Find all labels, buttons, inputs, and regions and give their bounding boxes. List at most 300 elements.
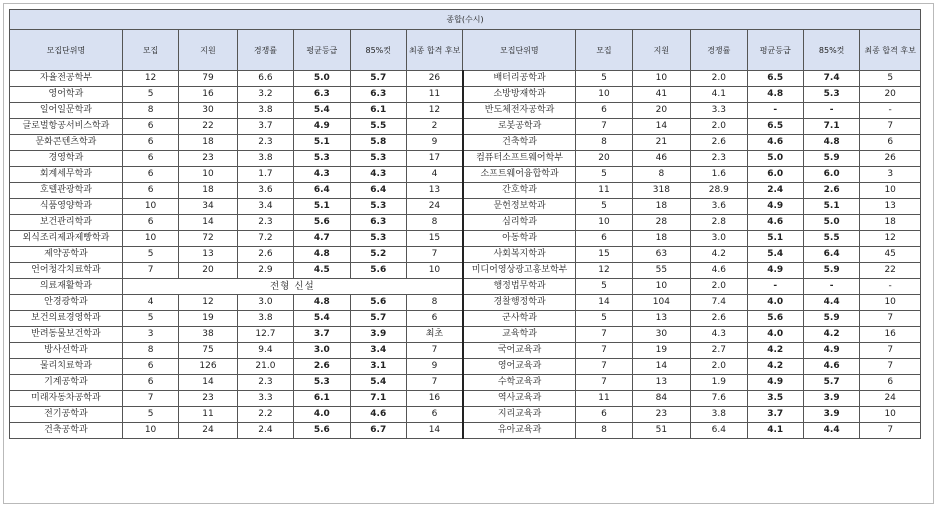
quota-cell: 8	[576, 135, 632, 151]
admission-table	[9, 9, 921, 439]
final-candidates-cell: 7	[860, 359, 921, 375]
quota-cell: 6	[122, 183, 178, 199]
table-row	[10, 231, 921, 247]
ratio-cell: 4.1	[691, 87, 747, 103]
ratio-cell: 3.2	[237, 87, 293, 103]
quota-cell: 8	[122, 103, 178, 119]
unit-name-cell: 교육학과	[463, 327, 576, 343]
final-candidates-cell: 7	[860, 423, 921, 439]
ratio-cell: 3.4	[237, 199, 293, 215]
ratio-cell: 2.7	[691, 343, 747, 359]
cut-85-cell: 4.8	[803, 135, 859, 151]
avg-grade-cell: 4.0	[747, 327, 803, 343]
cut-85-cell: 5.4	[350, 375, 406, 391]
ratio-cell: 4.2	[691, 247, 747, 263]
applicants-cell: 22	[179, 119, 237, 135]
table-row	[10, 135, 921, 151]
applicants-cell: 84	[632, 391, 690, 407]
unit-name-cell: 언어청각치료학과	[10, 263, 123, 279]
ratio-cell: 3.6	[237, 183, 293, 199]
quota-cell: 6	[576, 231, 632, 247]
avg-grade-cell: 3.5	[747, 391, 803, 407]
quota-cell: 10	[122, 423, 178, 439]
final-candidates-cell: 7	[406, 343, 462, 359]
header-85-cut: 85%컷	[803, 30, 859, 71]
cut-85-cell: 3.9	[803, 391, 859, 407]
unit-name-cell: 제약공학과	[10, 247, 123, 263]
avg-grade-cell: 5.6	[294, 423, 350, 439]
cut-85-cell: 6.4	[350, 183, 406, 199]
avg-grade-cell: 4.0	[747, 295, 803, 311]
avg-grade-cell: 4.9	[747, 199, 803, 215]
cut-85-cell: 5.2	[350, 247, 406, 263]
table-row	[10, 407, 921, 423]
ratio-cell: 2.6	[691, 135, 747, 151]
ratio-cell: 1.9	[691, 375, 747, 391]
avg-grade-cell: 6.5	[747, 119, 803, 135]
unit-name-cell: 자율전공학부	[10, 71, 123, 87]
quota-cell: 7	[576, 375, 632, 391]
ratio-cell: 3.8	[237, 103, 293, 119]
cut-85-cell: 2.6	[803, 183, 859, 199]
final-candidates-cell: 18	[860, 215, 921, 231]
applicants-cell: 13	[632, 311, 690, 327]
unit-name-cell: 로봇공학과	[463, 119, 576, 135]
cut-85-cell: 5.7	[350, 311, 406, 327]
avg-grade-cell: 5.4	[747, 247, 803, 263]
quota-cell: 8	[576, 423, 632, 439]
applicants-cell: 72	[179, 231, 237, 247]
table-row	[10, 343, 921, 359]
cut-85-cell: -	[803, 279, 859, 295]
avg-grade-cell: -	[747, 279, 803, 295]
cut-85-cell: 3.9	[350, 327, 406, 343]
applicants-cell: 38	[179, 327, 237, 343]
avg-grade-cell: 4.9	[294, 119, 350, 135]
applicants-cell: 14	[632, 119, 690, 135]
final-candidates-cell: 24	[860, 391, 921, 407]
table-row	[10, 167, 921, 183]
unit-name-cell: 건축학과	[463, 135, 576, 151]
ratio-cell: 6.6	[237, 71, 293, 87]
quota-cell: 20	[576, 151, 632, 167]
cut-85-cell: 5.7	[803, 375, 859, 391]
unit-name-cell: 보건의료경영학과	[10, 311, 123, 327]
table-row	[10, 215, 921, 231]
avg-grade-cell: 4.8	[747, 87, 803, 103]
final-candidates-cell: 14	[406, 423, 462, 439]
final-candidates-cell: 22	[860, 263, 921, 279]
cut-85-cell: 5.5	[350, 119, 406, 135]
cut-85-cell: 6.3	[350, 215, 406, 231]
header-quota: 모집	[576, 30, 632, 71]
header-quota: 모집	[122, 30, 178, 71]
applicants-cell: 46	[632, 151, 690, 167]
quota-cell: 7	[576, 343, 632, 359]
final-candidates-cell: 10	[860, 183, 921, 199]
final-candidates-cell: 24	[406, 199, 462, 215]
ratio-cell: 2.3	[691, 151, 747, 167]
ratio-cell: 2.0	[691, 71, 747, 87]
avg-grade-cell: 5.0	[747, 151, 803, 167]
header-applicants: 지원	[179, 30, 237, 71]
ratio-cell: 28.9	[691, 183, 747, 199]
unit-name-cell: 안경광학과	[10, 295, 123, 311]
cut-85-cell: 7.1	[803, 119, 859, 135]
final-candidates-cell: 26	[860, 151, 921, 167]
applicants-cell: 79	[179, 71, 237, 87]
quota-cell: 11	[576, 391, 632, 407]
avg-grade-cell: 3.7	[294, 327, 350, 343]
unit-name-cell: 미디어영상광고홍보학부	[463, 263, 576, 279]
avg-grade-cell: 2.6	[294, 359, 350, 375]
avg-grade-cell: 2.4	[747, 183, 803, 199]
final-candidates-cell: 4	[406, 167, 462, 183]
final-candidates-cell: 8	[406, 295, 462, 311]
applicants-cell: 18	[179, 183, 237, 199]
cut-85-cell: 5.6	[350, 295, 406, 311]
applicants-cell: 18	[632, 199, 690, 215]
cut-85-cell: 7.4	[803, 71, 859, 87]
avg-grade-cell: 3.7	[747, 407, 803, 423]
final-candidates-cell: 9	[406, 359, 462, 375]
avg-grade-cell: 5.4	[294, 103, 350, 119]
quota-cell: 10	[122, 231, 178, 247]
cut-85-cell: 4.2	[803, 327, 859, 343]
avg-grade-cell: 6.4	[294, 183, 350, 199]
final-candidates-cell: 최초	[406, 327, 462, 343]
avg-grade-cell: 4.0	[294, 407, 350, 423]
final-candidates-cell: 10	[860, 295, 921, 311]
final-candidates-cell: 5	[860, 71, 921, 87]
ratio-cell: 2.3	[237, 135, 293, 151]
final-candidates-cell: 26	[406, 71, 462, 87]
ratio-cell: 7.6	[691, 391, 747, 407]
quota-cell: 11	[576, 183, 632, 199]
applicants-cell: 8	[632, 167, 690, 183]
quota-cell: 6	[122, 359, 178, 375]
final-candidates-cell: 7	[406, 375, 462, 391]
final-candidates-cell: -	[860, 279, 921, 295]
ratio-cell: 1.6	[691, 167, 747, 183]
quota-cell: 5	[576, 71, 632, 87]
cut-85-cell: 3.4	[350, 343, 406, 359]
cut-85-cell: 5.3	[350, 199, 406, 215]
unit-name-cell: 수학교육과	[463, 375, 576, 391]
avg-grade-cell: 4.7	[294, 231, 350, 247]
final-candidates-cell: 16	[860, 327, 921, 343]
cut-85-cell: 5.9	[803, 263, 859, 279]
final-candidates-cell: 13	[406, 183, 462, 199]
quota-cell: 8	[122, 343, 178, 359]
quota-cell: 7	[576, 359, 632, 375]
avg-grade-cell: 4.2	[747, 343, 803, 359]
quota-cell: 3	[122, 327, 178, 343]
final-candidates-cell: 7	[406, 247, 462, 263]
table-row	[10, 311, 921, 327]
cut-85-cell: 4.3	[350, 167, 406, 183]
final-candidates-cell: 16	[406, 391, 462, 407]
cut-85-cell: 5.5	[803, 231, 859, 247]
final-candidates-cell: 7	[860, 311, 921, 327]
ratio-cell: 4.6	[691, 263, 747, 279]
quota-cell: 7	[576, 327, 632, 343]
unit-name-cell: 영어교육과	[463, 359, 576, 375]
avg-grade-cell: 5.1	[747, 231, 803, 247]
ratio-cell: 9.4	[237, 343, 293, 359]
unit-name-cell: 컴퓨터소프트웨어학부	[463, 151, 576, 167]
table-row	[10, 103, 921, 119]
ratio-cell: 3.0	[691, 231, 747, 247]
table-row	[10, 247, 921, 263]
cut-85-cell: 5.9	[803, 311, 859, 327]
quota-cell: 6	[122, 119, 178, 135]
applicants-cell: 14	[179, 375, 237, 391]
final-candidates-cell: 12	[860, 231, 921, 247]
applicants-cell: 10	[632, 71, 690, 87]
avg-grade-cell: 4.9	[747, 263, 803, 279]
quota-cell: 12	[576, 263, 632, 279]
table-row	[10, 279, 921, 295]
quota-cell: 5	[122, 247, 178, 263]
final-candidates-cell: 11	[406, 87, 462, 103]
unit-name-cell: 식품영양학과	[10, 199, 123, 215]
avg-grade-cell: -	[747, 103, 803, 119]
cut-85-cell: 6.1	[350, 103, 406, 119]
applicants-cell: 16	[179, 87, 237, 103]
avg-grade-cell: 5.1	[294, 199, 350, 215]
ratio-cell: 3.0	[237, 295, 293, 311]
applicants-cell: 13	[632, 375, 690, 391]
cut-85-cell: 4.4	[803, 423, 859, 439]
quota-cell: 10	[576, 87, 632, 103]
applicants-cell: 19	[179, 311, 237, 327]
avg-grade-cell: 4.9	[747, 375, 803, 391]
quota-cell: 5	[576, 279, 632, 295]
header-row	[10, 30, 921, 71]
cut-85-cell: 5.0	[803, 215, 859, 231]
applicants-cell: 318	[632, 183, 690, 199]
final-candidates-cell: 2	[406, 119, 462, 135]
table-row	[10, 295, 921, 311]
ratio-cell: 3.6	[691, 199, 747, 215]
unit-name-cell: 문헌정보학과	[463, 199, 576, 215]
applicants-cell: 20	[632, 103, 690, 119]
applicants-cell: 18	[179, 135, 237, 151]
ratio-cell: 2.8	[691, 215, 747, 231]
avg-grade-cell: 4.5	[294, 263, 350, 279]
applicants-cell: 23	[179, 391, 237, 407]
table-row	[10, 327, 921, 343]
applicants-cell: 41	[632, 87, 690, 103]
avg-grade-cell: 6.0	[747, 167, 803, 183]
cut-85-cell: 5.1	[803, 199, 859, 215]
unit-name-cell: 문화콘텐츠학과	[10, 135, 123, 151]
unit-name-cell: 영어학과	[10, 87, 123, 103]
unit-name-cell: 소프트웨어융합학과	[463, 167, 576, 183]
avg-grade-cell: 3.0	[294, 343, 350, 359]
cut-85-cell: 4.4	[803, 295, 859, 311]
cut-85-cell: 3.9	[803, 407, 859, 423]
final-candidates-cell: 17	[406, 151, 462, 167]
ratio-cell: 2.9	[237, 263, 293, 279]
unit-name-cell: 호텔관광학과	[10, 183, 123, 199]
avg-grade-cell: 4.6	[747, 135, 803, 151]
final-candidates-cell: 6	[860, 375, 921, 391]
final-candidates-cell: 10	[860, 407, 921, 423]
unit-name-cell: 글로벌항공서비스학과	[10, 119, 123, 135]
applicants-cell: 23	[632, 407, 690, 423]
cut-85-cell: -	[803, 103, 859, 119]
ratio-cell: 21.0	[237, 359, 293, 375]
quota-cell: 5	[122, 311, 178, 327]
quota-cell: 6	[122, 151, 178, 167]
ratio-cell: 4.3	[691, 327, 747, 343]
ratio-cell: 3.8	[237, 311, 293, 327]
final-candidates-cell: 3	[860, 167, 921, 183]
avg-grade-cell: 5.6	[747, 311, 803, 327]
table-row	[10, 87, 921, 103]
cut-85-cell: 5.7	[350, 71, 406, 87]
final-candidates-cell: 7	[860, 119, 921, 135]
ratio-cell: 2.2	[237, 407, 293, 423]
quota-cell: 7	[122, 263, 178, 279]
unit-name-cell: 경찰행정학과	[463, 295, 576, 311]
avg-grade-cell: 5.0	[294, 71, 350, 87]
cut-85-cell: 4.9	[803, 343, 859, 359]
unit-name-cell: 물리치료학과	[10, 359, 123, 375]
ratio-cell: 1.7	[237, 167, 293, 183]
final-candidates-cell: -	[860, 103, 921, 119]
applicants-cell: 126	[179, 359, 237, 375]
ratio-cell: 2.0	[691, 279, 747, 295]
unit-name-cell: 심리학과	[463, 215, 576, 231]
applicants-cell: 20	[179, 263, 237, 279]
cut-85-cell: 6.4	[803, 247, 859, 263]
applicants-cell: 10	[632, 279, 690, 295]
ratio-cell: 2.4	[237, 423, 293, 439]
avg-grade-cell: 5.3	[294, 151, 350, 167]
applicants-cell: 51	[632, 423, 690, 439]
header-unit: 모집단위명	[463, 30, 576, 71]
applicants-cell: 23	[179, 151, 237, 167]
applicants-cell: 13	[179, 247, 237, 263]
cut-85-cell: 6.7	[350, 423, 406, 439]
quota-cell: 5	[576, 199, 632, 215]
unit-name-cell: 건축공학과	[10, 423, 123, 439]
ratio-cell: 12.7	[237, 327, 293, 343]
quota-cell: 7	[122, 391, 178, 407]
unit-name-cell: 반도체전자공학과	[463, 103, 576, 119]
final-candidates-cell: 45	[860, 247, 921, 263]
unit-name-cell: 소방방재학과	[463, 87, 576, 103]
applicants-cell: 63	[632, 247, 690, 263]
cut-85-cell: 5.9	[803, 151, 859, 167]
ratio-cell: 2.3	[237, 375, 293, 391]
avg-grade-cell: 6.5	[747, 71, 803, 87]
unit-name-cell: 일어일문학과	[10, 103, 123, 119]
avg-grade-cell: 5.1	[294, 135, 350, 151]
quota-cell: 6	[122, 135, 178, 151]
unit-name-cell: 사회복지학과	[463, 247, 576, 263]
unit-name-cell: 기계공학과	[10, 375, 123, 391]
applicants-cell: 28	[632, 215, 690, 231]
ratio-cell: 2.3	[237, 215, 293, 231]
applicants-cell: 14	[632, 359, 690, 375]
avg-grade-cell: 5.6	[294, 215, 350, 231]
unit-name-cell: 지리교육과	[463, 407, 576, 423]
header-ratio: 경쟁률	[237, 30, 293, 71]
unit-name-cell: 국어교육과	[463, 343, 576, 359]
ratio-cell: 3.3	[237, 391, 293, 407]
unit-name-cell: 역사교육과	[463, 391, 576, 407]
cut-85-cell: 5.3	[350, 151, 406, 167]
final-candidates-cell: 7	[860, 343, 921, 359]
cut-85-cell: 4.6	[803, 359, 859, 375]
header-avg-grade: 평균등급	[294, 30, 350, 71]
cut-85-cell: 5.3	[803, 87, 859, 103]
final-candidates-cell: 6	[406, 407, 462, 423]
cut-85-cell: 5.8	[350, 135, 406, 151]
ratio-cell: 2.6	[237, 247, 293, 263]
applicants-cell: 30	[632, 327, 690, 343]
unit-name-cell: 외식조리제과제빵학과	[10, 231, 123, 247]
quota-cell: 7	[576, 119, 632, 135]
ratio-cell: 7.2	[237, 231, 293, 247]
cut-85-cell: 4.6	[350, 407, 406, 423]
header-unit: 모집단위명	[10, 30, 123, 71]
final-candidates-cell: 9	[406, 135, 462, 151]
applicants-cell: 75	[179, 343, 237, 359]
table-row	[10, 359, 921, 375]
applicants-cell: 14	[179, 215, 237, 231]
ratio-cell: 3.7	[237, 119, 293, 135]
quota-cell: 5	[576, 167, 632, 183]
table-body	[10, 71, 921, 439]
avg-grade-cell: 4.3	[294, 167, 350, 183]
final-candidates-cell: 15	[406, 231, 462, 247]
unit-name-cell: 의료재활학과	[10, 279, 123, 295]
quota-cell: 4	[122, 295, 178, 311]
applicants-cell: 104	[632, 295, 690, 311]
avg-grade-cell: 5.4	[294, 311, 350, 327]
ratio-cell: 2.0	[691, 119, 747, 135]
avg-grade-cell: 4.2	[747, 359, 803, 375]
applicants-cell: 12	[179, 295, 237, 311]
ratio-cell: 3.3	[691, 103, 747, 119]
header-avg-grade: 평균등급	[747, 30, 803, 71]
applicants-cell: 24	[179, 423, 237, 439]
table-row	[10, 263, 921, 279]
header-ratio: 경쟁률	[691, 30, 747, 71]
quota-cell: 5	[122, 407, 178, 423]
unit-name-cell: 유아교육과	[463, 423, 576, 439]
quota-cell: 15	[576, 247, 632, 263]
ratio-cell: 2.0	[691, 359, 747, 375]
unit-name-cell: 배터리공학과	[463, 71, 576, 87]
quota-cell: 6	[122, 167, 178, 183]
final-candidates-cell: 12	[406, 103, 462, 119]
final-candidates-cell: 8	[406, 215, 462, 231]
avg-grade-cell: 6.3	[294, 87, 350, 103]
unit-name-cell: 전기공학과	[10, 407, 123, 423]
final-candidates-cell: 20	[860, 87, 921, 103]
unit-name-cell: 보건관리학과	[10, 215, 123, 231]
table-row	[10, 183, 921, 199]
applicants-cell: 10	[179, 167, 237, 183]
table-row	[10, 391, 921, 407]
cut-85-cell: 3.1	[350, 359, 406, 375]
